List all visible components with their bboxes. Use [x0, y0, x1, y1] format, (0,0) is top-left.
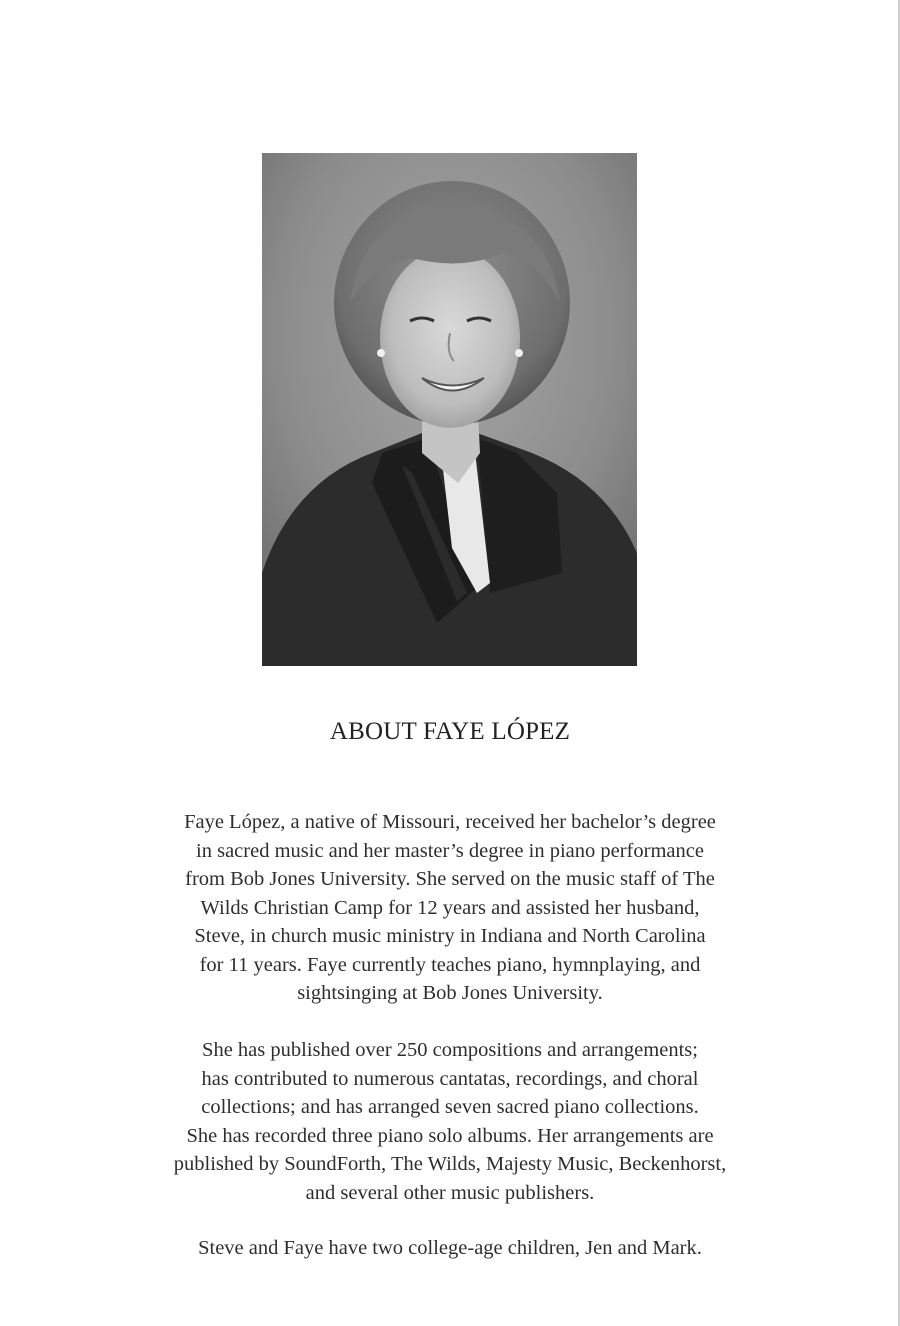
bio-line: from Bob Jones University. She served on the music staff of The	[185, 868, 715, 890]
bio-line: in sacred music and her master’s degree in piano performance	[196, 839, 704, 862]
bio-line: Wilds Christian Camp for 12 years and assisted her husband,	[200, 896, 700, 919]
bio-line: for 11 years. Faye currently teaches piano, hymnplaying, and	[199, 953, 701, 976]
bio-paragraph-2	[100, 1036, 800, 1207]
page-title: ABOUT FAYE LÓPEZ	[329, 718, 571, 745]
bio-line: collections; and has arranged seven sacred piano collections.	[201, 1096, 699, 1118]
bio-line: She has published over 250 compositions and arrangements;	[202, 1039, 698, 1061]
bio-paragraph-3	[100, 1234, 800, 1263]
bio-line: She has recorded three piano solo albums. Her arrangements are	[186, 1124, 714, 1147]
bio-line: and several other music publishers.	[305, 1181, 595, 1204]
bio-line: sightsinging at Bob Jones University.	[297, 982, 603, 1004]
bio-line: Steve, in church music ministry in Indiana and North Carolina	[194, 925, 706, 947]
bio-line: Steve and Faye have two college-age children, Jen and Mark.	[198, 1237, 702, 1259]
author-portrait-photo	[262, 153, 637, 666]
bio-line: Faye López, a native of Missouri, received her bachelor’s degree	[184, 811, 716, 833]
bio-paragraph-1	[100, 808, 800, 1008]
portrait-photo-icon	[262, 153, 637, 666]
bio-line: has contributed to numerous cantatas, recordings, and choral	[201, 1067, 699, 1090]
bio-line: published by SoundForth, The Wilds, Majesty Music, Beckenhorst,	[173, 1153, 727, 1175]
